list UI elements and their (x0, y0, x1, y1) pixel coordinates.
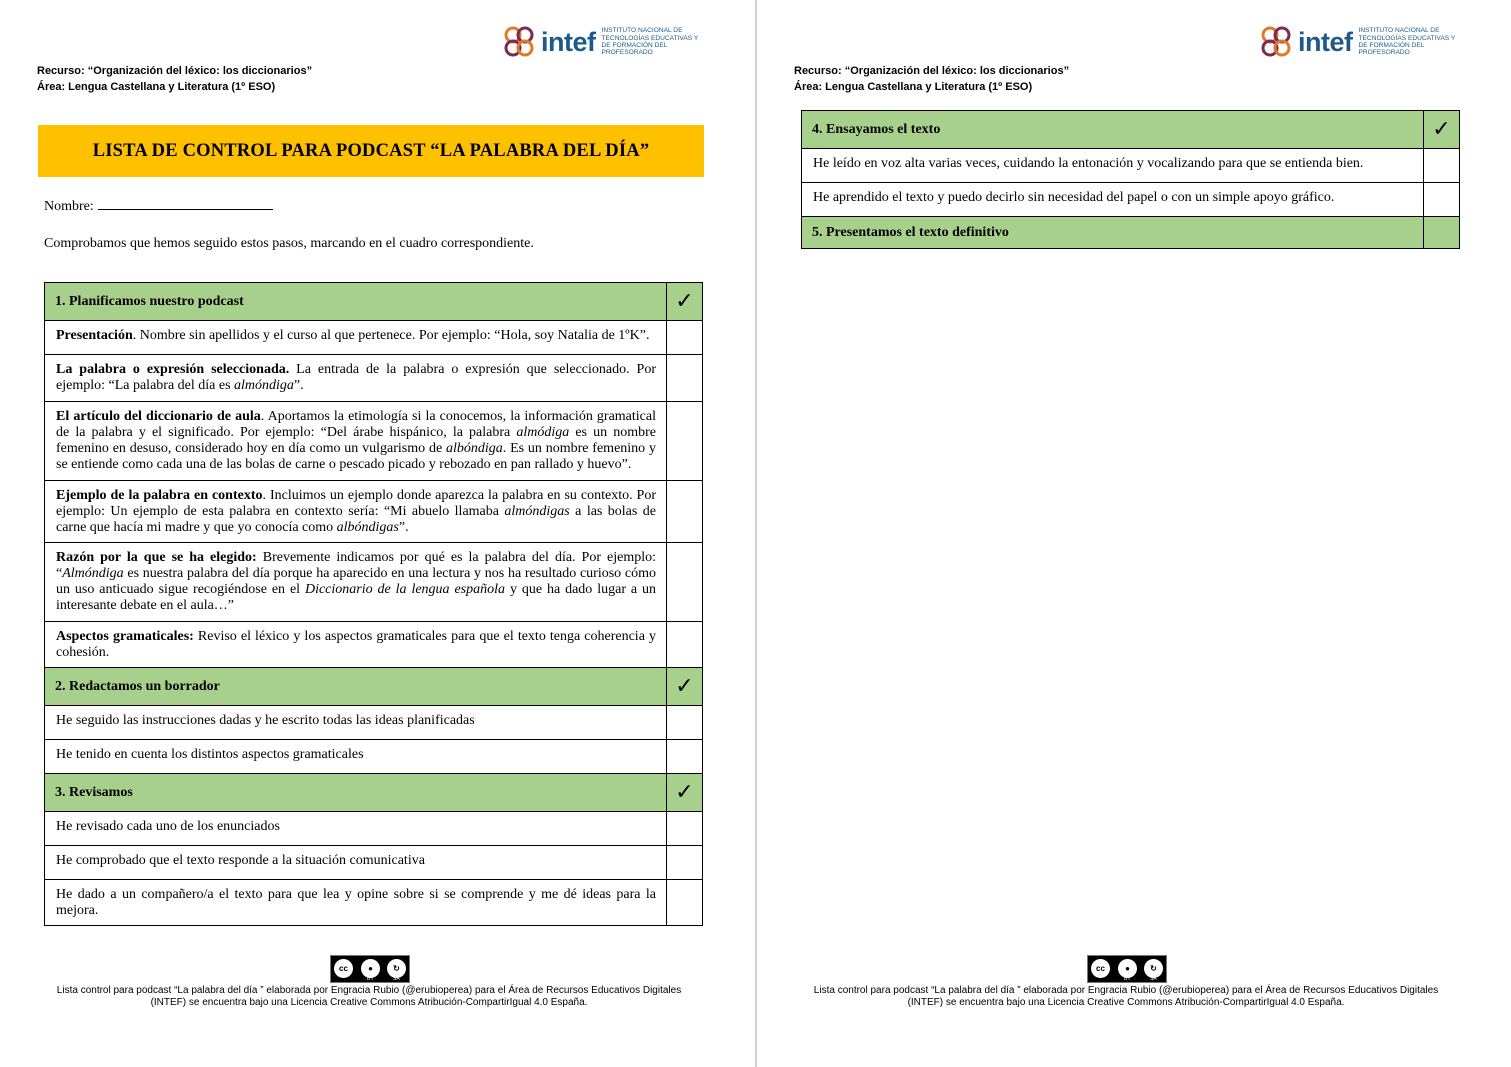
section-header-row (802, 217, 1460, 249)
cc-by-label: BY (1124, 976, 1131, 982)
page-1 (0, 0, 755, 1067)
checkbox[interactable] (667, 355, 703, 402)
checklist-row (802, 183, 1460, 217)
nombre-label: Nombre: (44, 199, 94, 214)
recurso-label: Recurso: “Organización del léxico: los diccionarios” (794, 65, 1070, 77)
checklist-item: He dado a un compañero/a el texto para que lea y opine sobre si se comprende y me dé ideas para la mejora. (45, 880, 667, 926)
footer-line: Lista control para podcast “La palabra del día ” elaborada por Engracia Rubio (@erubioperea) para el Área de Recursos Educativos Digitales (56, 985, 682, 996)
checkbox[interactable] (667, 812, 703, 846)
checkbox[interactable] (667, 543, 703, 622)
checkbox-checked[interactable]: ✓ (667, 774, 703, 812)
section-header-row (45, 668, 703, 706)
license-footer (793, 985, 1459, 1009)
checklist-row (45, 846, 703, 880)
checklist-item: Aspectos gramaticales: Reviso el léxico y los aspectos gramaticales para que el texto tenga coherencia y cohesión. (45, 622, 667, 668)
checklist-item: El artículo del diccionario de aula. Aportamos la etimología si la conocemos, la información gramatical de la palabra y el significado. Por ejemplo: “Del árabe hispánico, la palabra almódiga es un nombre femenino en desuso, considerado hoy en día como un vulgarismo de albóndiga. Es un nombre femenino y se entiende como cada una de las bolas de carne o pescado picado y rebozado en pan rallado y huevo”. (45, 402, 667, 481)
checklist-row (45, 402, 703, 481)
checklist-item: He comprobado que el texto responde a la situación comunicativa (45, 846, 667, 880)
checklist-item: He revisado cada uno de los enunciados (45, 812, 667, 846)
checklist-row (45, 880, 703, 926)
intef-wordmark: intef (1298, 26, 1353, 57)
cc-icon: cc (1091, 959, 1110, 978)
checkbox[interactable] (667, 321, 703, 355)
checkbox[interactable] (667, 706, 703, 740)
cc-sa-icon: ↻ (1144, 959, 1163, 978)
document-title: LISTA DE CONTROL PARA PODCAST “LA PALABRA DEL DÍA” (38, 125, 704, 177)
nombre-blank-line[interactable] (98, 195, 273, 210)
checkbox[interactable] (667, 740, 703, 774)
footer-line: (INTEF) se encuentra bajo una Licencia Creative Commons Atribución-CompartirIgual 4.0 España. (907, 997, 1345, 1008)
cc-sa-icon: ↻ (387, 959, 406, 978)
nombre-field[interactable] (44, 195, 273, 215)
page-2 (757, 0, 1511, 1067)
checklist-table (44, 282, 703, 926)
section-title: 3. Revisamos (45, 774, 667, 812)
footer-line: (INTEF) se encuentra bajo una Licencia Creative Commons Atribución-CompartirIgual 4.0 España. (150, 997, 588, 1008)
footer-line: Lista control para podcast “La palabra del día ” elaborada por Engracia Rubio (@erubioperea) para el Área de Recursos Educativos Digitales (813, 985, 1439, 996)
intef-emblem-icon (503, 24, 537, 60)
cc-sa-label: SA (1150, 976, 1157, 982)
cc-license-badge (1087, 955, 1167, 983)
cc-icon: cc (334, 959, 353, 978)
intef-emblem-icon (1260, 24, 1294, 60)
institution-name: INSTITUTO NACIONAL DE TECNOLOGÍAS EDUCATIVAS Y DE FORMACIÓN DEL PROFESORADO (1358, 27, 1456, 57)
intef-logo (503, 20, 702, 64)
checklist-row (45, 481, 703, 543)
document-header (794, 63, 1069, 95)
cc-by-icon: ● (1118, 959, 1137, 978)
intef-logo (1260, 20, 1459, 64)
section-header-row (45, 774, 703, 812)
checkbox[interactable] (667, 622, 703, 668)
checklist-item: He aprendido el texto y puedo decirlo sin necesidad del papel o con un simple apoyo gráfico. (802, 183, 1424, 217)
checklist-row (45, 355, 703, 402)
checkbox[interactable] (667, 880, 703, 926)
section-title: 5. Presentamos el texto definitivo (802, 217, 1424, 249)
checklist-item: Ejemplo de la palabra en contexto. Incluimos un ejemplo donde aparezca la palabra en su contexto. Por ejemplo: Un ejemplo de esta palabra en contexto sería: “Mi abuelo llamaba almóndigas a las bolas de carne que hacía mi madre y que yo conocía como albóndigas”. (45, 481, 667, 543)
instructions-text: Comprobamos que hemos seguido estos pasos, marcando en el cuadro correspondiente. (44, 236, 534, 251)
checkbox-checked[interactable]: ✓ (667, 668, 703, 706)
recurso-label: Recurso: “Organización del léxico: los diccionarios” (37, 65, 313, 77)
checklist-item: La palabra o expresión seleccionada. La entrada de la palabra o expresión que seleccionado. Por ejemplo: “La palabra del día es almóndiga”. (45, 355, 667, 402)
institution-name: INSTITUTO NACIONAL DE TECNOLOGÍAS EDUCATIVAS Y DE FORMACIÓN DEL PROFESORADO (601, 27, 699, 57)
intef-wordmark: intef (541, 26, 596, 57)
cc-by-icon: ● (361, 959, 380, 978)
checklist-item: He seguido las instrucciones dadas y he escrito todas las ideas planificadas (45, 706, 667, 740)
checklist-row (45, 740, 703, 774)
section-header-row (802, 111, 1460, 149)
checkbox[interactable] (1424, 217, 1460, 249)
area-label: Área: Lengua Castellana y Literatura (1º ESO) (37, 81, 276, 93)
checkbox[interactable] (1424, 183, 1460, 217)
checklist-row (45, 812, 703, 846)
checklist-item: Presentación. Nombre sin apellidos y el curso al que pertenece. Por ejemplo: “Hola, soy Natalia de 1ºK”. (45, 321, 667, 355)
checkbox-checked[interactable]: ✓ (667, 283, 703, 321)
checklist-item: Razón por la que se ha elegido: Brevemente indicamos por qué es la palabra del día. Por ejemplo: “Almóndiga es nuestra palabra del día porque ha aparecido en una lectura y nos ha resultado curioso cómo un uso anticuado sigue recogiéndose en el Diccionario de la lengua española y que ha dado lugar a un interesante debate en el aula…” (45, 543, 667, 622)
checkbox[interactable] (667, 481, 703, 543)
checkbox[interactable] (667, 402, 703, 481)
document-header (37, 63, 312, 95)
checklist-item: He leído en voz alta varias veces, cuidando la entonación y vocalizando para que se entienda bien. (802, 149, 1424, 183)
checkbox[interactable] (1424, 149, 1460, 183)
section-title: 4. Ensayamos el texto (802, 111, 1424, 149)
section-header-row (45, 283, 703, 321)
checklist-row (45, 321, 703, 355)
checkbox[interactable] (667, 846, 703, 880)
checklist-row (45, 706, 703, 740)
section-title: 1. Planificamos nuestro podcast (45, 283, 667, 321)
cc-by-label: BY (367, 976, 374, 982)
checklist-row (45, 543, 703, 622)
cc-license-badge (330, 955, 410, 983)
cc-sa-label: SA (393, 976, 400, 982)
checkbox-checked[interactable]: ✓ (1424, 111, 1460, 149)
checklist-item: He tenido en cuenta los distintos aspectos gramaticales (45, 740, 667, 774)
section-title: 2. Redactamos un borrador (45, 668, 667, 706)
checklist-row (45, 622, 703, 668)
license-footer (36, 985, 702, 1009)
checklist-row (802, 149, 1460, 183)
checklist-table (801, 110, 1460, 249)
area-label: Área: Lengua Castellana y Literatura (1º ESO) (794, 81, 1033, 93)
